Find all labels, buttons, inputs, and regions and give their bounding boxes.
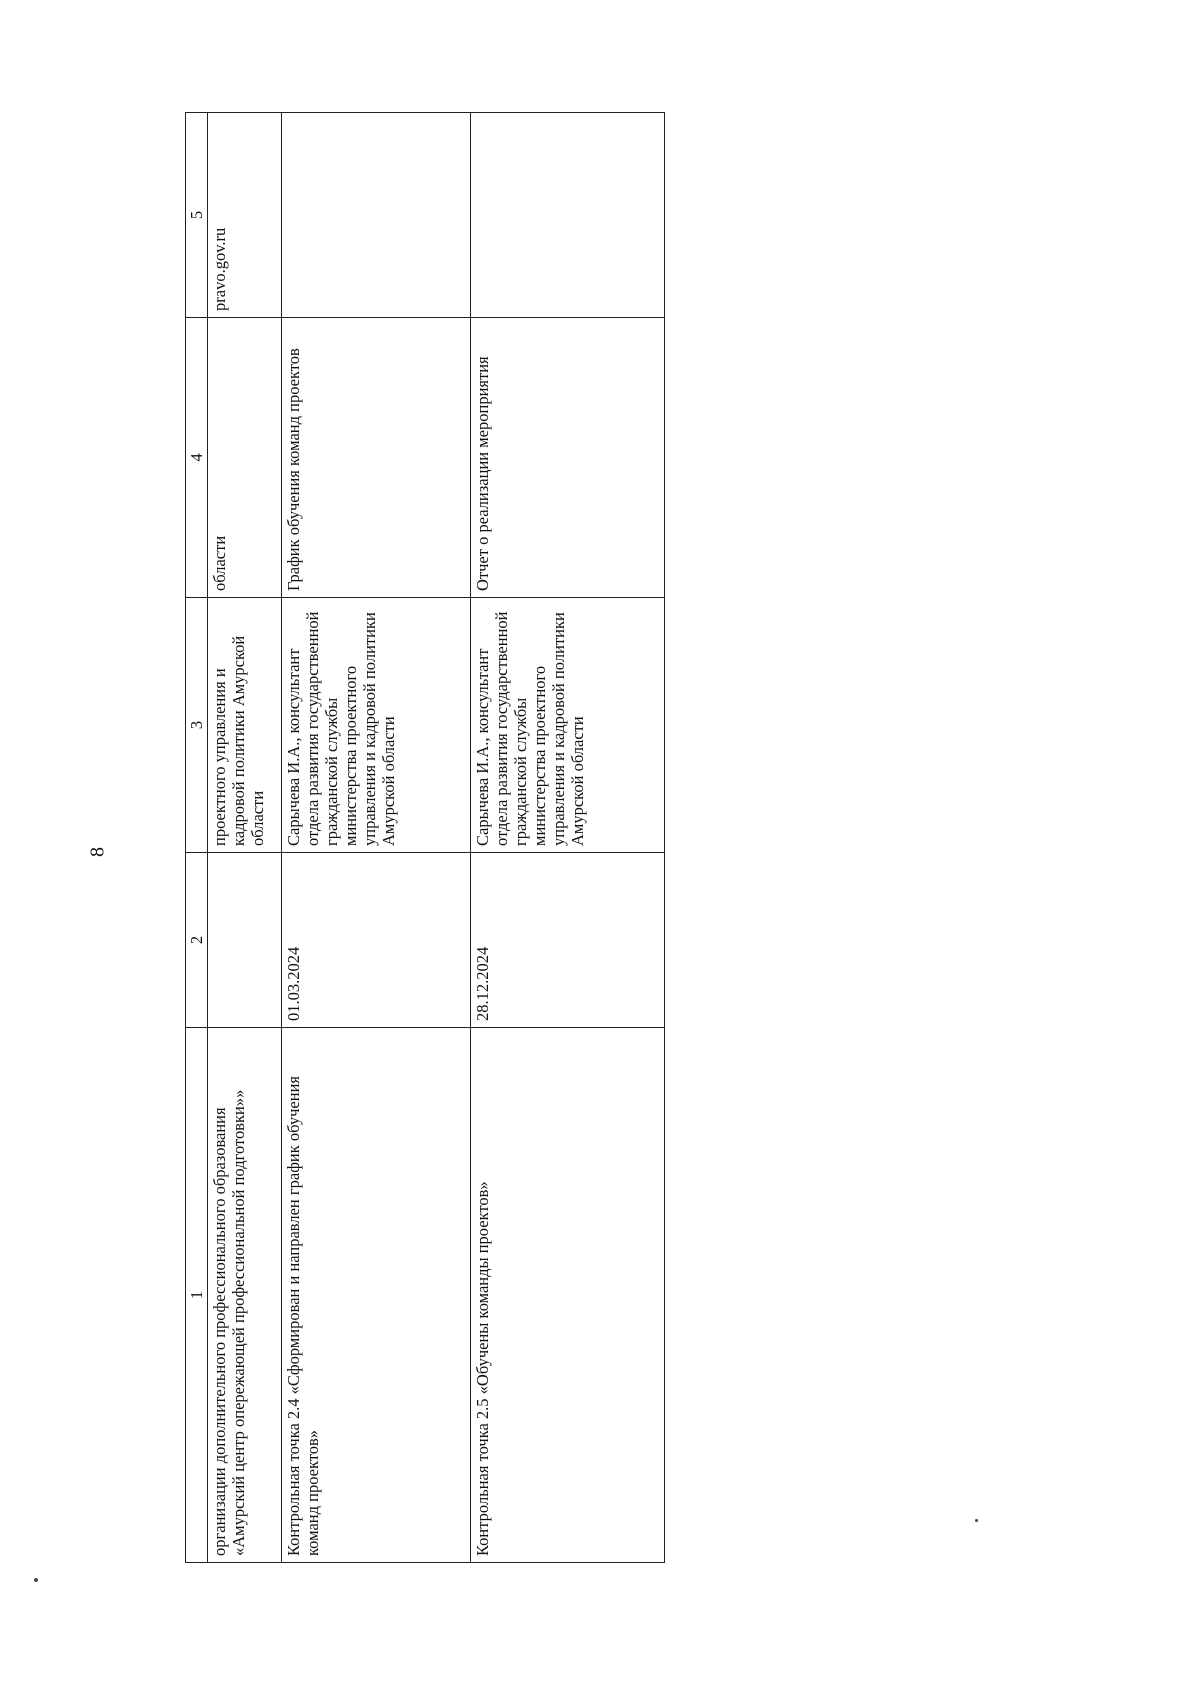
table-cell: проектного управления и кадровой политики Амурской области [208,598,282,853]
page-number: 8 [86,847,109,857]
table-cell: График обучения команд проектов [282,318,471,598]
table-cell: 01.03.2024 [282,853,471,1028]
table-header-row [186,113,208,1563]
table-row [208,113,282,1563]
table-cell: Сарычева И.А., консультант отдела развития государственной гражданской службы министерства проектного управления и кадровой политики Амурской области [282,598,471,853]
table-cell: организации дополнительного профессионального образования «Амурский центр опережающей профессиональной подготовки»» [208,1028,282,1563]
table-cell [282,113,471,318]
table-cell [208,853,282,1028]
column-header-1: 1 [186,1028,208,1563]
data-table [185,112,665,1563]
table-cell: области [208,318,282,598]
table-cell: Контрольная точка 2.4 «Сформирован и направлен график обучения команд проектов» [282,1028,471,1563]
table-row [282,113,471,1563]
table-cell: Отчет о реализации мероприятия [471,318,665,598]
scan-speck [34,1578,38,1582]
table-cell: pravo.gov.ru [208,113,282,318]
column-header-3: 3 [186,598,208,853]
column-header-4: 4 [186,318,208,598]
column-header-5: 5 [186,113,208,318]
table-row [471,113,665,1563]
table-cell [471,113,665,318]
table-container [185,113,665,1563]
table-cell: Сарычева И.А., консультант отдела развития государственной гражданской службы министерства проектного управления и кадровой политики Амурской области [471,598,665,853]
scan-speck [975,1519,978,1522]
table-cell: 28.12.2024 [471,853,665,1028]
table-cell: Контрольная точка 2.5 «Обучены команды проектов» [471,1028,665,1563]
column-header-2: 2 [186,853,208,1028]
